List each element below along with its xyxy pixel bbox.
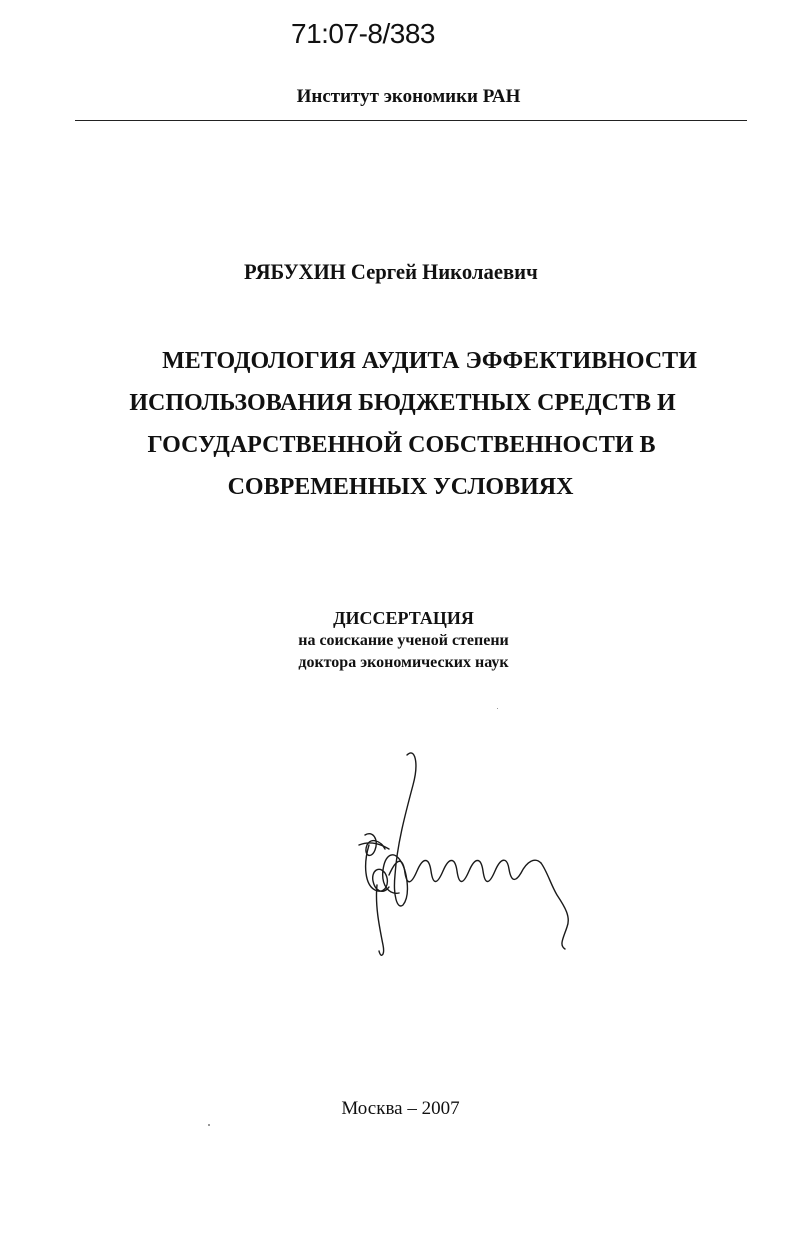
title-line: ГОСУДАРСТВЕННОЙ СОБСТВЕННОСТИ В — [147, 432, 656, 458]
dissertation-title — [0, 340, 799, 508]
place-and-year: Москва – 2007 — [341, 1098, 460, 1119]
degree-field-line: доктора экономических наук — [298, 654, 509, 671]
dissertation-block — [0, 606, 799, 674]
title-line: СОВРЕМЕННЫХ УСЛОВИЯХ — [227, 474, 574, 500]
signature-icon — [345, 745, 585, 965]
author-name: РЯБУХИН Сергей Николаевич — [244, 259, 538, 284]
title-line: ИСПОЛЬЗОВАНИЯ БЮДЖЕТНЫХ СРЕДСТВ И — [129, 390, 676, 416]
header-divider — [75, 120, 747, 121]
catalog-number: 71:07-8/383 — [291, 18, 435, 49]
scan-speck — [497, 708, 498, 709]
dissertation-heading: ДИССЕРТАЦИЯ — [333, 608, 474, 628]
scan-speck — [208, 1124, 210, 1126]
title-line: МЕТОДОЛОГИЯ АУДИТА ЭФФЕКТИВНОСТИ — [162, 348, 697, 374]
institute-name: Институт экономики РАН — [296, 86, 521, 107]
degree-line: на соискание ученой степени — [298, 632, 509, 649]
